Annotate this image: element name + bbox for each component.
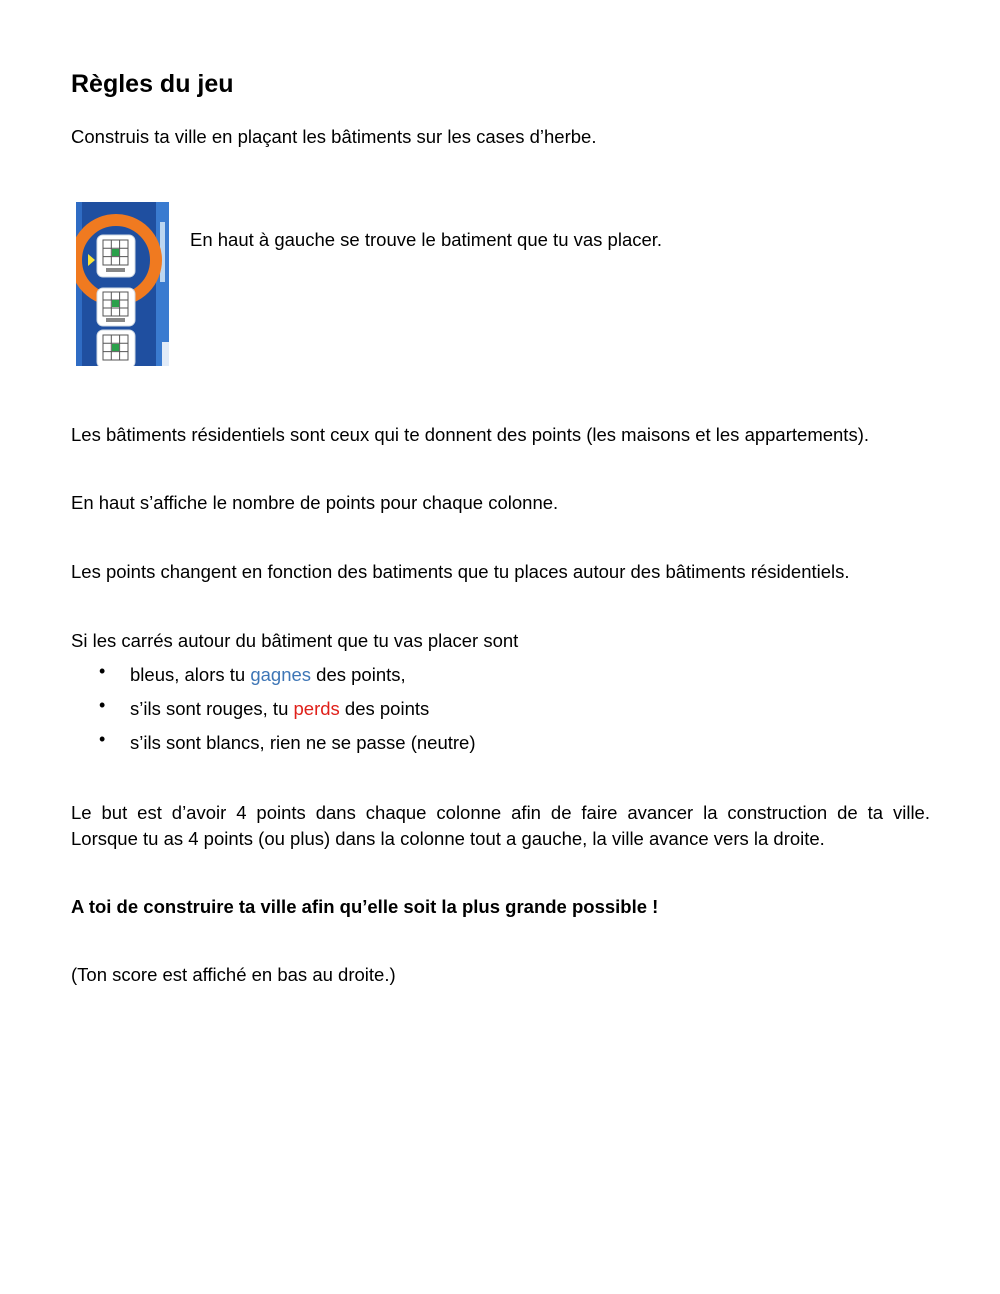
goal-paragraph — [71, 800, 930, 852]
gain-word: gagnes — [250, 664, 312, 685]
bullet-text — [130, 731, 476, 755]
bullet-text-before: s’ils sont rouges, tu — [130, 698, 294, 719]
loss-word: perds — [293, 698, 340, 719]
bullet-text-after: des points, — [311, 664, 406, 685]
bullet-text — [130, 697, 429, 721]
list-item — [0, 663, 1000, 687]
list-item — [0, 697, 1000, 721]
bullet-text-before: s’ils sont blancs, rien ne se passe (neutre) — [130, 732, 476, 753]
residential-paragraph: Les bâtiments résidentiels sont ceux qui te donnent des points (les maisons et les appartements). — [71, 424, 869, 445]
building-queue-icon — [76, 202, 169, 366]
bullet-text-before: bleus, alors tu — [130, 664, 251, 685]
bullet-icon: • — [99, 661, 106, 681]
bullet-icon: • — [99, 729, 106, 749]
bullet-icon: • — [99, 695, 106, 715]
page-title: Règles du jeu — [71, 70, 234, 98]
image-caption: En haut à gauche se trouve le batiment que tu vas placer. — [190, 229, 663, 250]
list-item — [0, 731, 1000, 755]
bullet-text — [130, 663, 406, 687]
squares-intro-paragraph: Si les carrés autour du bâtiment que tu vas placer sont — [71, 630, 519, 651]
call-to-action: A toi de construire ta ville afin qu’elle soit la plus grande possible ! — [71, 896, 659, 917]
goal-line-1: Le but est d’avoir 4 points dans chaque colonne afin de faire avancer la construction de ta ville. — [71, 802, 930, 823]
score-note: (Ton score est affiché en bas au droite.) — [71, 964, 396, 985]
goal-line-2: Lorsque tu as 4 points (ou plus) dans la colonne tout a gauche, la ville avance vers la droite. — [71, 828, 825, 849]
points-change-paragraph: Les points changent en fonction des batiments que tu places autour des bâtiments résidentiels. — [71, 561, 850, 582]
building-queue-image — [76, 202, 169, 366]
bullet-text-after: des points — [339, 698, 430, 719]
intro-paragraph: Construis ta ville en plaçant les bâtiments sur les cases d’herbe. — [71, 126, 597, 147]
points-top-paragraph: En haut s’affiche le nombre de points pour chaque colonne. — [71, 492, 559, 513]
